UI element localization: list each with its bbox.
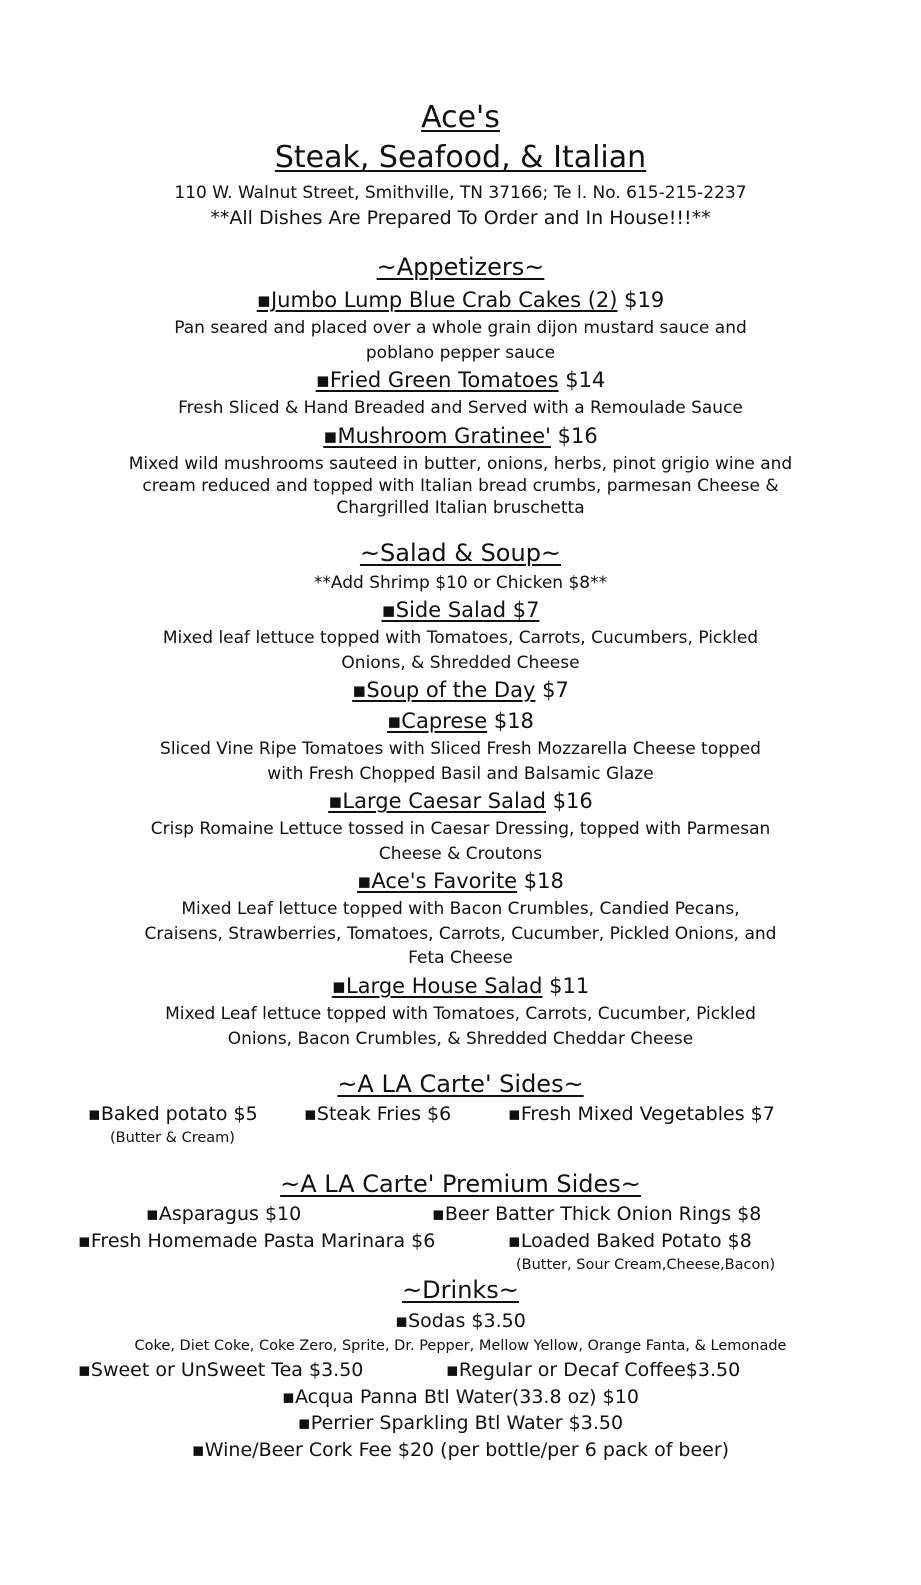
item-price: $18 xyxy=(493,709,534,733)
in-house-notice: **All Dishes Are Prepared To Order and In House!!!** xyxy=(210,207,711,229)
drink-sodas: ▪Sodas $3.50 xyxy=(395,1310,526,1332)
item-description: Cheese & Croutons xyxy=(378,844,543,864)
item-price: $19 xyxy=(624,288,665,312)
item-price: $7 xyxy=(542,678,569,702)
menu-item-aces-favorite xyxy=(0,867,921,895)
item-price: $16 xyxy=(557,424,598,448)
item-description: Feta Cheese xyxy=(408,948,513,968)
menu-item-side-salad xyxy=(0,596,921,624)
item-price: $11 xyxy=(549,974,590,998)
item-name: ▪Ace's Favorite xyxy=(357,869,518,893)
item-name: ▪Fried Green Tomatoes xyxy=(315,368,559,392)
drink-tea: ▪Sweet or UnSweet Tea $3.50 xyxy=(78,1359,364,1381)
item-description: Fresh Sliced & Hand Breaded and Served with a Remoulade Sauce xyxy=(178,398,743,418)
premium-side-onion-rings: ▪Beer Batter Thick Onion Rings $8 xyxy=(432,1203,762,1225)
item-price: $18 xyxy=(523,869,564,893)
item-description: Chargrilled Italian bruschetta xyxy=(336,498,585,518)
menu-item-mushroom-gratinee xyxy=(0,422,921,450)
item-price: $14 xyxy=(565,368,606,392)
item-description: with Fresh Chopped Basil and Balsamic Glaze xyxy=(267,764,654,784)
item-name: ▪Caprese xyxy=(387,709,488,733)
restaurant-name: Ace's xyxy=(421,100,500,135)
add-protein-note: **Add Shrimp $10 or Chicken $8** xyxy=(313,573,608,593)
menu-item-large-house-salad xyxy=(0,972,921,1000)
item-description: cream reduced and topped with Italian bread crumbs, parmesan Cheese & xyxy=(142,476,779,496)
drink-coffee: ▪Regular or Decaf Coffee$3.50 xyxy=(446,1359,741,1381)
menu-item-fried-green-tomatoes xyxy=(0,366,921,394)
item-name: ▪Soup of the Day xyxy=(352,678,536,702)
item-description: Onions, & Shredded Cheese xyxy=(341,653,580,673)
salad-soup-heading: ~Salad & Soup~ xyxy=(359,539,562,567)
premium-sides-heading: ~A LA Carte' Premium Sides~ xyxy=(280,1170,641,1198)
item-description: Crisp Romaine Lettuce tossed in Caesar Dressing, topped with Parmesan xyxy=(150,819,771,839)
item-description: Craisens, Strawberries, Tomatoes, Carrots, Cucumber, Pickled Onions, and xyxy=(144,924,777,944)
side-steak-fries: ▪Steak Fries $6 xyxy=(304,1103,452,1125)
cork-fee: ▪Wine/Beer Cork Fee $20 (per bottle/per 6 pack of beer) xyxy=(191,1439,730,1461)
menu-item-crab-cakes xyxy=(0,286,921,314)
menu-item-caprese xyxy=(0,707,921,735)
item-description: Sliced Vine Ripe Tomatoes with Sliced Fresh Mozzarella Cheese topped xyxy=(160,739,761,759)
appetizers-heading: ~Appetizers~ xyxy=(376,253,545,281)
item-description: Mixed leaf lettuce topped with Tomatoes, Carrots, Cucumbers, Pickled xyxy=(162,628,759,648)
menu-item-large-caesar-salad xyxy=(0,787,921,815)
sides-heading: ~A LA Carte' Sides~ xyxy=(337,1070,584,1098)
side-fresh-mixed-vegetables: ▪Fresh Mixed Vegetables $7 xyxy=(508,1103,775,1125)
item-name: ▪Jumbo Lump Blue Crab Cakes (2) xyxy=(256,288,618,312)
drinks-heading: ~Drinks~ xyxy=(402,1276,519,1304)
premium-side-asparagus: ▪Asparagus $10 xyxy=(146,1203,302,1225)
premium-side-pasta-marinara: ▪Fresh Homemade Pasta Marinara $6 xyxy=(78,1230,436,1252)
item-description: Mixed wild mushrooms sauteed in butter, onions, herbs, pinot grigio wine and xyxy=(128,454,793,474)
item-name: ▪Large House Salad xyxy=(331,974,543,998)
side-baked-potato: ▪Baked potato $5 xyxy=(88,1103,258,1125)
premium-side-loaded-potato-note: (Butter, Sour Cream,Cheese,Bacon) xyxy=(516,1257,776,1273)
drink-acqua-panna: ▪Acqua Panna Btl Water(33.8 oz) $10 xyxy=(282,1386,639,1408)
item-description: Mixed Leaf lettuce topped with Bacon Crumbles, Candied Pecans, xyxy=(181,899,740,919)
item-price: $16 xyxy=(552,789,593,813)
item-description: Onions, Bacon Crumbles, & Shredded Cheddar Cheese xyxy=(227,1029,694,1049)
item-description: Mixed Leaf lettuce topped with Tomatoes, Carrots, Cucumber, Pickled xyxy=(165,1004,756,1024)
drink-perrier: ▪Perrier Sparkling Btl Water $3.50 xyxy=(297,1412,624,1434)
item-description: Pan seared and placed over a whole grain dijon mustard sauce and xyxy=(174,318,747,338)
item-name: ▪Mushroom Gratinee' xyxy=(323,424,551,448)
premium-side-loaded-baked-potato: ▪Loaded Baked Potato $8 xyxy=(508,1230,752,1252)
soda-list: Coke, Diet Coke, Coke Zero, Sprite, Dr. Pepper, Mellow Yellow, Orange Fanta, & Lemonade xyxy=(134,1338,787,1354)
item-name: ▪Large Caesar Salad xyxy=(328,789,546,813)
item-name: ▪Side Salad $7 xyxy=(381,598,540,622)
item-description: poblano pepper sauce xyxy=(365,343,556,363)
side-baked-potato-note: (Butter & Cream) xyxy=(110,1130,235,1146)
restaurant-subtitle: Steak, Seafood, & Italian xyxy=(274,140,647,175)
menu-item-soup-of-the-day xyxy=(0,676,921,704)
address-line: 110 W. Walnut Street, Smithville, TN 37166; Te l. No. 615-215-2237 xyxy=(174,183,747,203)
